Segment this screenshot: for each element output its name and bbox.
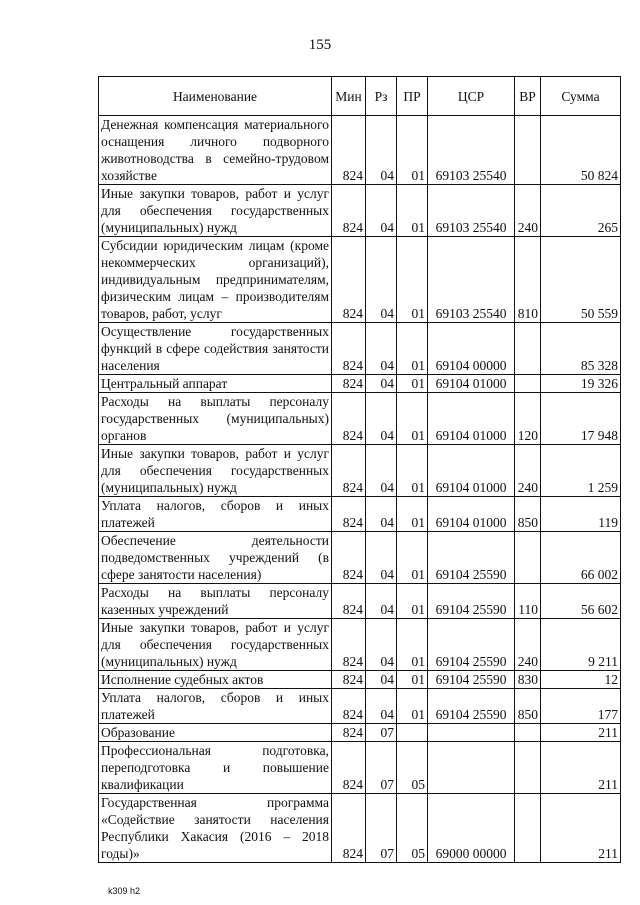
- row-min: 824: [332, 116, 366, 185]
- row-vr: 240: [515, 619, 541, 671]
- table-row: [99, 724, 621, 742]
- row-name: Центральный аппарат: [99, 375, 332, 393]
- row-rz: 04: [366, 689, 397, 724]
- row-pr: 01: [397, 445, 428, 497]
- row-min: 824: [332, 742, 366, 794]
- row-rz: 04: [366, 393, 397, 445]
- row-name: Иные закупки товаров, работ и услуг для обеспечения государственных (муниципальных) нужд: [99, 445, 332, 497]
- row-rz: 04: [366, 323, 397, 375]
- row-min: 824: [332, 532, 366, 584]
- row-sum: 211: [541, 724, 621, 742]
- row-name: Уплата налогов, сборов и иных платежей: [99, 689, 332, 724]
- table-row: [99, 497, 621, 532]
- row-pr: 01: [397, 393, 428, 445]
- row-vr: 240: [515, 185, 541, 237]
- row-pr: 01: [397, 689, 428, 724]
- table-row: [99, 393, 621, 445]
- row-name: Субсидии юридическим лицам (кроме некоммерческих организаций), индивидуальным предпринимателям, физическим лицам – производителям товаров, работ, услуг: [99, 237, 332, 323]
- row-vr: 110: [515, 584, 541, 619]
- row-vr: 850: [515, 689, 541, 724]
- table-header-row: [99, 77, 621, 116]
- row-rz: 04: [366, 445, 397, 497]
- row-rz: 04: [366, 671, 397, 689]
- footer-document-code: k309 h2: [108, 886, 141, 896]
- row-vr: 240: [515, 445, 541, 497]
- table-row: [99, 445, 621, 497]
- row-csr: 69000 00000: [428, 794, 515, 863]
- table-row: [99, 185, 621, 237]
- table-row: [99, 742, 621, 794]
- row-min: 824: [332, 393, 366, 445]
- row-rz: 04: [366, 375, 397, 393]
- row-pr: 05: [397, 742, 428, 794]
- row-vr: [515, 742, 541, 794]
- row-min: 824: [332, 724, 366, 742]
- row-pr: [397, 724, 428, 742]
- row-vr: 830: [515, 671, 541, 689]
- table-row: [99, 116, 621, 185]
- row-vr: [515, 375, 541, 393]
- row-rz: 07: [366, 724, 397, 742]
- row-name: Уплата налогов, сборов и иных платежей: [99, 497, 332, 532]
- row-pr: 01: [397, 375, 428, 393]
- row-csr: 69104 01000: [428, 393, 515, 445]
- row-csr: 69104 25590: [428, 671, 515, 689]
- row-rz: 04: [366, 532, 397, 584]
- row-csr: [428, 724, 515, 742]
- row-sum: 50 824: [541, 116, 621, 185]
- table-row: [99, 689, 621, 724]
- table-row: [99, 237, 621, 323]
- row-pr: 01: [397, 619, 428, 671]
- row-name: Образование: [99, 724, 332, 742]
- row-sum: 50 559: [541, 237, 621, 323]
- row-name: Исполнение судебных актов: [99, 671, 332, 689]
- row-min: 824: [332, 584, 366, 619]
- row-csr: 69104 25590: [428, 689, 515, 724]
- table-row: [99, 323, 621, 375]
- row-min: 824: [332, 375, 366, 393]
- row-rz: 04: [366, 584, 397, 619]
- row-csr: 69104 01000: [428, 497, 515, 532]
- header-sum: Сумма: [541, 77, 621, 116]
- row-sum: 119: [541, 497, 621, 532]
- row-csr: 69104 25590: [428, 532, 515, 584]
- row-sum: 1 259: [541, 445, 621, 497]
- header-name: Наименование: [99, 77, 332, 116]
- row-pr: 01: [397, 185, 428, 237]
- table-row: [99, 619, 621, 671]
- row-sum: 17 948: [541, 393, 621, 445]
- row-name: Иные закупки товаров, работ и услуг для обеспечения государственных (муниципальных) нужд: [99, 619, 332, 671]
- page-number: 155: [308, 37, 332, 53]
- row-pr: 01: [397, 497, 428, 532]
- row-vr: [515, 532, 541, 584]
- row-vr: 850: [515, 497, 541, 532]
- row-vr: [515, 794, 541, 863]
- table-row: [99, 532, 621, 584]
- row-pr: 01: [397, 532, 428, 584]
- row-sum: 85 328: [541, 323, 621, 375]
- row-csr: [428, 742, 515, 794]
- row-sum: 177: [541, 689, 621, 724]
- row-pr: 01: [397, 237, 428, 323]
- header-csr: ЦСР: [428, 77, 515, 116]
- row-rz: 04: [366, 116, 397, 185]
- row-sum: 19 326: [541, 375, 621, 393]
- row-min: 824: [332, 671, 366, 689]
- row-min: 824: [332, 323, 366, 375]
- row-pr: 01: [397, 584, 428, 619]
- row-min: 824: [332, 237, 366, 323]
- row-sum: 265: [541, 185, 621, 237]
- budget-table: [98, 76, 621, 863]
- table-row: [99, 794, 621, 863]
- row-min: 824: [332, 497, 366, 532]
- table-row: [99, 375, 621, 393]
- row-rz: 07: [366, 742, 397, 794]
- row-name: Расходы на выплаты персоналу казенных учреждений: [99, 584, 332, 619]
- row-min: 824: [332, 185, 366, 237]
- row-vr: 120: [515, 393, 541, 445]
- row-sum: 9 211: [541, 619, 621, 671]
- table-row: [99, 671, 621, 689]
- row-csr: 69104 01000: [428, 375, 515, 393]
- row-csr: 69104 25590: [428, 619, 515, 671]
- row-rz: 04: [366, 237, 397, 323]
- row-min: 824: [332, 689, 366, 724]
- row-name: Профессиональная подготовка, переподготовка и повышение квалификации: [99, 742, 332, 794]
- row-pr: 01: [397, 671, 428, 689]
- header-min: Мин: [332, 77, 366, 116]
- row-csr: 69104 00000: [428, 323, 515, 375]
- row-name: Осуществление государственных функций в сфере содействия занятости населения: [99, 323, 332, 375]
- row-name: Обеспечение деятельности подведомственных учреждений (в сфере занятости населения): [99, 532, 332, 584]
- row-pr: 01: [397, 116, 428, 185]
- row-min: 824: [332, 445, 366, 497]
- table-row: [99, 584, 621, 619]
- header-rz: Рз: [366, 77, 397, 116]
- row-min: 824: [332, 619, 366, 671]
- row-pr: 05: [397, 794, 428, 863]
- row-sum: 12: [541, 671, 621, 689]
- row-rz: 04: [366, 185, 397, 237]
- row-csr: 69103 25540: [428, 116, 515, 185]
- row-min: 824: [332, 794, 366, 863]
- row-rz: 04: [366, 497, 397, 532]
- row-sum: 56 602: [541, 584, 621, 619]
- row-csr: 69104 01000: [428, 445, 515, 497]
- row-name: Государственная программа «Содействие занятости населения Республики Хакасия (2016 – 2018 годы)»: [99, 794, 332, 863]
- row-vr: [515, 116, 541, 185]
- row-csr: 69103 25540: [428, 185, 515, 237]
- row-sum: 211: [541, 742, 621, 794]
- row-vr: [515, 724, 541, 742]
- header-vr: ВР: [515, 77, 541, 116]
- header-pr: ПР: [397, 77, 428, 116]
- row-vr: [515, 323, 541, 375]
- row-name: Иные закупки товаров, работ и услуг для обеспечения государственных (муниципальных) нужд: [99, 185, 332, 237]
- row-sum: 66 002: [541, 532, 621, 584]
- row-sum: 211: [541, 794, 621, 863]
- row-name: Расходы на выплаты персоналу государственных (муниципальных) органов: [99, 393, 332, 445]
- row-rz: 07: [366, 794, 397, 863]
- row-rz: 04: [366, 619, 397, 671]
- row-vr: 810: [515, 237, 541, 323]
- row-csr: 69104 25590: [428, 584, 515, 619]
- row-csr: 69103 25540: [428, 237, 515, 323]
- row-pr: 01: [397, 323, 428, 375]
- row-name: Денежная компенсация материального оснащения личного подворного животноводства в семейно-трудовом хозяйстве: [99, 116, 332, 185]
